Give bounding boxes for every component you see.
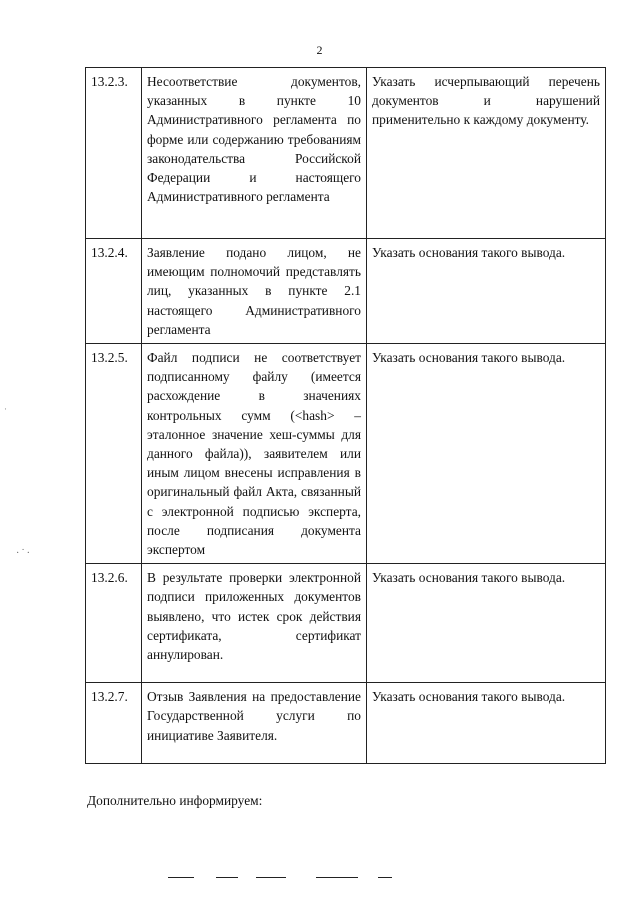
page-number: 2: [316, 43, 323, 57]
refusal-condition: Файл подписи не соответствует подписанному файлу (имеется расхождение в значениях контрольных сумм (<hash> – эталонное значение хеш-суммы для данного файла)), заявителем или иным лицом внесены исправления в оригинальный файл Акта, связанный с электронной подписью эксперта, после подписания документа экспертом: [142, 344, 367, 564]
refusal-reasons-table: [85, 67, 606, 764]
item-number: 13.2.5.: [86, 344, 142, 564]
table-row: [86, 683, 606, 764]
required-action: Указать основания такого вывода.: [367, 564, 606, 683]
refusal-condition: Несоответствие документов, указанных в пункте 10 Административного регламента по форме или содержанию требованиям законодательства Российской Федерации и настоящего Административного регламента: [142, 68, 367, 239]
item-number: 13.2.3.: [86, 68, 142, 239]
table-row: [86, 564, 606, 683]
refusal-condition: В результате проверки электронной подписи приложенных документов выявлено, что истек срок действия сертификата, сертификат аннулирован.: [142, 564, 367, 683]
item-number: 13.2.4.: [86, 239, 142, 344]
refusal-condition: Заявление подано лицом, не имеющим полномочий представлять лиц, указанных в пункте 2.1 настоящего Административного регламента: [142, 239, 367, 344]
signature-line: [216, 877, 238, 878]
item-number: 13.2.7.: [86, 683, 142, 764]
item-number: 13.2.6.: [86, 564, 142, 683]
refusal-condition: Отзыв Заявления на предоставление Государственной услуги по инициативе Заявителя.: [142, 683, 367, 764]
required-action: Указать основания такого вывода.: [367, 683, 606, 764]
required-action: Указать основания такого вывода.: [367, 344, 606, 564]
required-action: Указать исчерпывающий перечень документов и нарушений применительно к каждому документу.: [367, 68, 606, 239]
required-action: Указать основания такого вывода.: [367, 239, 606, 344]
signature-line: [168, 877, 194, 878]
table-row: [86, 239, 606, 344]
scan-artifact: ·˙·: [16, 548, 32, 559]
signature-line: [316, 877, 358, 878]
scan-artifact: ·: [4, 404, 7, 414]
additional-info-heading: Дополнительно информируем:: [87, 793, 263, 808]
signature-line: [378, 877, 392, 878]
table-row: [86, 344, 606, 564]
signature-line: [256, 877, 286, 878]
table-row: [86, 68, 606, 239]
